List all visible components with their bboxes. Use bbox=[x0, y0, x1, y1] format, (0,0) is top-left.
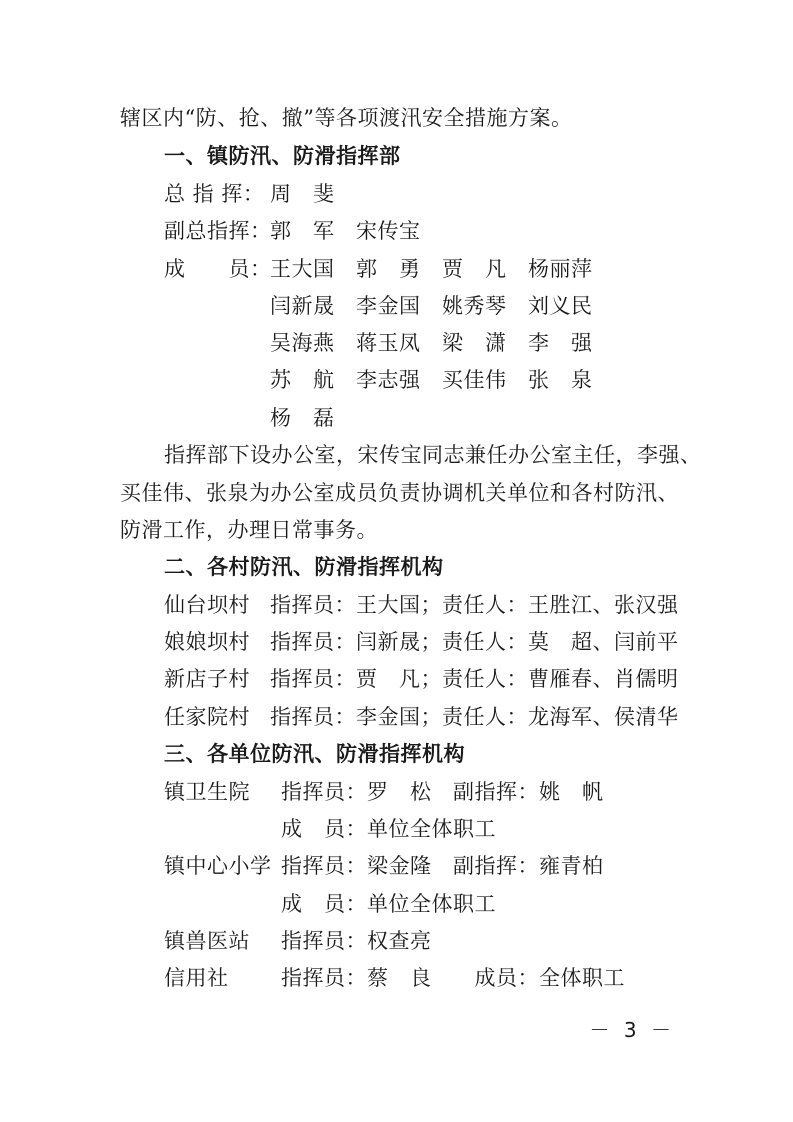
unit-name: 镇中心小学 bbox=[164, 854, 272, 878]
members-row: 苏 航 李志强 买佳伟 张 泉 bbox=[270, 368, 593, 392]
unit-detail: 成 员：单位全体职工 bbox=[281, 817, 496, 841]
section2-title: 二、各村防汛、防滑指挥机构 bbox=[164, 555, 444, 579]
village-detail: 指挥员：王大国；责任人：王胜江、张汉强 bbox=[270, 593, 679, 617]
commander-label: 总 指 挥： bbox=[164, 182, 265, 206]
village-name: 任家院村 bbox=[164, 705, 250, 729]
members-label: 成 员： bbox=[164, 257, 272, 281]
unit-name: 镇兽医站 bbox=[164, 929, 250, 953]
commander-name: 周 斐 bbox=[270, 182, 335, 206]
members-row: 杨 磊 bbox=[270, 406, 335, 430]
deputy-label: 副总指挥： bbox=[164, 219, 272, 243]
village-detail: 指挥员：李金国；责任人：龙海军、侯清华 bbox=[270, 705, 679, 729]
unit-detail: 指挥员：罗 松 副指挥：姚 帆 bbox=[281, 780, 604, 804]
page-number: － 3 － bbox=[589, 1018, 675, 1042]
village-name: 娘娘坝村 bbox=[164, 630, 250, 654]
village-detail: 指挥员：闫新晟；责任人：莫 超、闫前平 bbox=[270, 630, 679, 654]
section1-title: 一、镇防汛、防滑指挥部 bbox=[164, 144, 401, 168]
office-line: 指挥部下设办公室，宋传宝同志兼任办公室主任，李强、 bbox=[164, 443, 702, 467]
unit-detail: 成 员：单位全体职工 bbox=[281, 892, 496, 916]
village-detail: 指挥员：贾 凡；责任人：曹雁春、肖儒明 bbox=[270, 667, 679, 691]
village-name: 仙台坝村 bbox=[164, 593, 250, 617]
unit-detail: 指挥员：权查亮 bbox=[281, 929, 432, 953]
members-row: 闫新晟 李金国 姚秀琴 刘义民 bbox=[270, 294, 593, 318]
unit-detail: 指挥员：蔡 良 成员：全体职工 bbox=[281, 966, 625, 990]
members-row: 吴海燕 蒋玉凤 梁 潇 李 强 bbox=[270, 331, 593, 355]
office-line: 买佳伟、张泉为办公室成员负责协调机关单位和各村防汛、 bbox=[120, 481, 679, 505]
unit-detail: 指挥员：梁金隆 副指挥：雍青柏 bbox=[281, 854, 604, 878]
section3-title: 三、各单位防汛、防滑指挥机构 bbox=[164, 742, 465, 766]
intro-text: 辖区内“防、抢、撤”等各项渡汛安全措施方案。 bbox=[120, 106, 573, 130]
unit-name: 镇卫生院 bbox=[164, 780, 250, 804]
unit-name: 信用社 bbox=[164, 966, 229, 990]
members-row: 王大国 郭 勇 贾 凡 杨丽萍 bbox=[270, 257, 593, 281]
office-line: 防滑工作，办理日常事务。 bbox=[120, 518, 378, 542]
deputy-names: 郭 军 宋传宝 bbox=[270, 219, 421, 243]
village-name: 新店子村 bbox=[164, 667, 250, 691]
